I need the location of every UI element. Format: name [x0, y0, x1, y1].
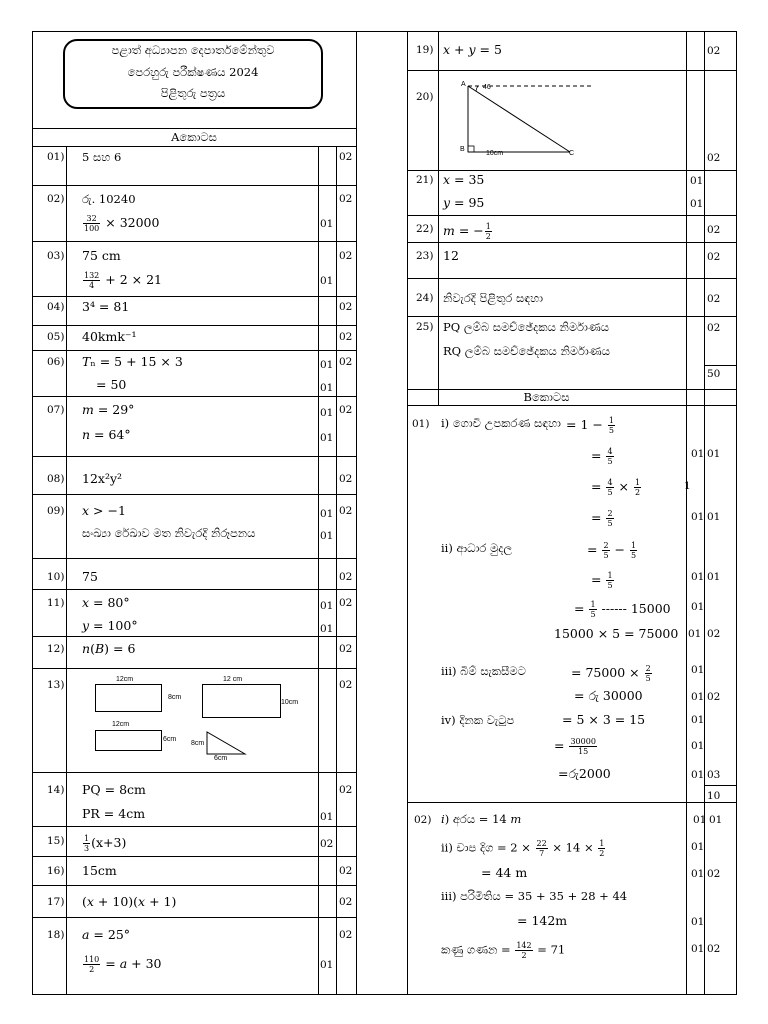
triangle	[205, 730, 247, 756]
header-line-3: පිළිතුරු පත්‍රය	[160, 86, 226, 100]
mark: 01	[707, 511, 721, 523]
question-number: 10)	[47, 571, 65, 583]
answer-text: = රු 30000	[574, 688, 643, 703]
row-line	[704, 785, 736, 786]
question-number: 06)	[47, 356, 65, 368]
mark: 01	[320, 407, 334, 419]
question-number: 15)	[47, 835, 65, 847]
q20-label-b: B	[460, 146, 465, 153]
question-number: 07)	[47, 404, 65, 416]
answer-text: PQ ලම්බ සමච්ඡේදකය නිර්මාණය	[443, 320, 610, 334]
mark: 01	[691, 868, 705, 880]
fraction: $\frac{30000}{15}$	[570, 737, 596, 756]
frame-top	[32, 31, 736, 32]
mark: 01	[690, 198, 704, 210]
mark: 01	[691, 691, 705, 703]
answer-text: $\frac{110}{2}$ = a + 30	[84, 955, 162, 974]
mark: 01	[691, 448, 705, 460]
mark: 02	[339, 301, 353, 313]
section-b-title: Bකොටස	[523, 390, 570, 404]
mark: 02	[339, 865, 353, 877]
mark: 01	[320, 275, 334, 287]
mark: 01	[691, 916, 705, 928]
row-line	[32, 917, 356, 918]
answer-text: m = − $\frac{1}{2}$	[443, 222, 491, 241]
rectangle-1	[95, 684, 162, 712]
answer-text: =රු2000	[558, 766, 611, 781]
question-number: 09)	[47, 505, 65, 517]
question-number: 13)	[47, 679, 65, 691]
answer-text: n(B) = 6	[82, 641, 136, 656]
answer-text: n = 64°	[82, 427, 131, 442]
fraction: $\frac{132}{4}$	[84, 271, 100, 290]
rect3-width-label: 12cm	[112, 721, 130, 728]
answer-text: PQ = 8cm	[82, 782, 146, 797]
fraction: $\frac{142}{2}$	[516, 941, 532, 960]
answer-text: iii) පරිමිතිය = 35 + 35 + 28 + 44	[441, 889, 628, 903]
triangle-height-label: 8cm	[191, 740, 205, 747]
mark: 02	[320, 838, 334, 850]
answer-text: $\frac{32}{100}$ × 32000	[84, 214, 160, 233]
col-divider	[336, 146, 337, 995]
mark: 02	[339, 571, 353, 583]
mark: 02	[339, 643, 353, 655]
fraction: $\frac{4}{5}$	[607, 478, 613, 497]
mark: 01	[320, 508, 334, 520]
mark: 02	[339, 929, 353, 941]
answer-text: = 50	[96, 377, 127, 392]
answer-text: i) අරය = 14 m	[441, 812, 522, 826]
answer-text: x = 80°	[82, 595, 130, 610]
mark: 02	[339, 193, 353, 205]
q20-label-a: A	[461, 81, 466, 88]
col-divider	[66, 146, 67, 995]
row-line	[32, 558, 356, 559]
row-line	[32, 146, 356, 147]
mark: 01	[691, 571, 705, 583]
row-line	[32, 325, 356, 326]
question-number: 01)	[47, 151, 65, 163]
answer-text: a = 25°	[82, 927, 131, 942]
q20-angle-label: 46	[483, 84, 491, 91]
mark: 01	[320, 432, 334, 444]
row-line	[32, 396, 356, 397]
answer-text: y = 95	[443, 195, 485, 210]
answer-text: 75	[82, 569, 98, 584]
row-line	[32, 636, 356, 637]
part-label: iv) දිනක වැටුප	[441, 713, 515, 727]
rect2-width-label: 12 cm	[223, 676, 243, 683]
mark: 02	[707, 322, 721, 334]
mark: 02	[339, 505, 353, 517]
answer-text: (x + 10)(x + 1)	[82, 894, 177, 909]
mark: 02	[339, 404, 353, 416]
mark: 01	[691, 841, 705, 853]
mark: 02	[339, 250, 353, 262]
question-number: 05)	[47, 331, 65, 343]
answer-text: කණු ගණන = $\frac{142}{2}$ = 71	[441, 941, 566, 960]
question-number: 22)	[416, 223, 434, 235]
answer-text: 40kmk⁻¹	[82, 329, 137, 344]
answer-text: නිවැරදි පිළිතුර සඳහා	[443, 291, 543, 305]
row-line	[32, 885, 356, 886]
row-line	[32, 350, 356, 351]
section-a-total: 50	[707, 368, 721, 380]
mark: 03	[707, 769, 721, 781]
triangle-width-label: 6cm	[214, 755, 228, 762]
answer-text: රු. 10240	[82, 192, 136, 206]
rect2-height-label: 10cm	[281, 699, 299, 706]
mark: 02	[339, 473, 353, 485]
question-number: 21)	[416, 174, 434, 186]
answer-text: 12x²y²	[82, 471, 123, 486]
row-line	[407, 316, 736, 317]
answer-text: PR = 4cm	[82, 806, 146, 821]
q20-base-label: 10cm	[486, 150, 504, 157]
mark: 02	[707, 293, 721, 305]
col-divider	[438, 31, 439, 405]
answer-text: = $\frac{2}{5}$	[591, 509, 613, 528]
mark: 01	[691, 511, 705, 523]
answer-text: = 142m	[517, 913, 568, 928]
row-line	[32, 994, 356, 995]
rect1-height-label: 8cm	[168, 694, 182, 701]
frame-left	[32, 31, 33, 995]
answer-text: x + y = 5	[443, 42, 502, 57]
fraction: $\frac{1}{5}$	[607, 571, 613, 590]
col-divider	[407, 31, 408, 995]
mark: 02	[339, 679, 353, 691]
mark: 01	[690, 175, 704, 187]
rect1-width-label: 12cm	[116, 676, 134, 683]
answer-text: 15000 × 5 = 75000	[554, 626, 679, 641]
mark: 02	[339, 597, 353, 609]
answer-text: m = 29°	[82, 402, 135, 417]
answer-text: 12	[443, 248, 459, 263]
mark: 02	[339, 896, 353, 908]
fraction: $\frac{2}{5}$	[607, 509, 613, 528]
question-number: 02)	[47, 193, 65, 205]
row-line	[32, 856, 356, 857]
question-number: 18)	[47, 929, 65, 941]
mark: 01	[691, 740, 705, 752]
fraction: $\frac{1}{5}$	[630, 541, 637, 560]
mark: 01	[691, 769, 705, 781]
mark: 01	[320, 382, 334, 394]
answer-text: Tₙ = 5 + 15 × 3	[82, 354, 183, 369]
mark: 01	[691, 943, 705, 955]
answer-text: 3⁴ = 81	[82, 299, 130, 314]
mark: 02	[707, 251, 721, 263]
mark: 02	[707, 943, 721, 955]
q20-label-c: C	[569, 150, 575, 157]
answer-text: = $\frac{30000}{15}$	[554, 737, 596, 756]
fraction: $\frac{1}{3}$	[84, 834, 90, 853]
row-line	[407, 278, 736, 279]
part-label: ii) ආධාර මුදල	[441, 541, 513, 555]
answer-text: = $\frac{1}{5}$ ------ 15000	[574, 600, 671, 619]
question-number: 19)	[416, 44, 434, 56]
mark: 01	[691, 714, 705, 726]
answer-text: 5 සහ 6	[82, 150, 122, 164]
col-divider	[686, 31, 687, 995]
row-line	[407, 170, 736, 171]
answer-text: = 1 − $\frac{1}{5}$	[566, 416, 614, 435]
row-line	[32, 494, 356, 495]
mark: 01	[320, 530, 334, 542]
fraction: $\frac{110}{2}$	[84, 955, 100, 974]
row-line	[32, 589, 356, 590]
answer-text: 75 cm	[82, 248, 121, 263]
mark: 02	[707, 224, 721, 236]
mark: 02	[707, 628, 721, 640]
mark: 01	[693, 814, 707, 826]
question-number: 24)	[416, 292, 434, 304]
question-number: 11)	[47, 597, 65, 609]
mark: 01	[320, 623, 334, 635]
answer-text: RQ ලම්බ සමච්ඡේදකය නිර්මාණය	[443, 344, 610, 358]
row-line	[32, 826, 356, 827]
fraction: $\frac{2}{5}$	[645, 664, 651, 683]
answer-text: y = 100°	[82, 618, 138, 633]
rect3-height-label: 6cm	[163, 736, 177, 743]
mark: 02	[707, 868, 721, 880]
mark: 02	[339, 784, 353, 796]
question-number: 12)	[47, 643, 65, 655]
answer-text: $\frac{132}{4}$ + 2 × 21	[84, 271, 162, 290]
mark: 02	[707, 45, 721, 57]
row-line	[32, 456, 356, 457]
answer-text: = $\frac{4}{5}$ × $\frac{1}{2}$	[591, 478, 641, 497]
mark: 02	[339, 151, 353, 163]
answer-text: = $\frac{1}{5}$	[591, 571, 613, 590]
col-divider	[356, 31, 357, 995]
row-line	[32, 241, 356, 242]
mark: 01	[320, 600, 334, 612]
frame-right	[736, 31, 737, 995]
mark: 01	[320, 959, 334, 971]
fraction: $\frac{2}{5}$	[603, 541, 609, 560]
answer-text: = $\frac{2}{5}$ − $\frac{1}{5}$	[587, 541, 637, 560]
answer-text: = 75000 × $\frac{2}{5}$	[571, 664, 651, 683]
fraction: $\frac{1}{5}$	[590, 600, 596, 619]
answer-text: = 5 × 3 = 15	[562, 712, 646, 727]
part-label: i) ගොවි උපකරණ සඳහා	[441, 416, 561, 430]
row-line	[32, 296, 356, 297]
fraction: $\frac{1}{2}$	[634, 478, 641, 497]
mark: 01	[688, 628, 702, 640]
row-line	[704, 365, 736, 366]
mark: 01	[707, 448, 721, 460]
mark: 1	[684, 480, 691, 492]
mark: 01	[709, 814, 723, 826]
question-number: 23)	[416, 250, 434, 262]
question-number: 25)	[416, 321, 434, 333]
mark: 01	[320, 359, 334, 371]
answer-text: x > −1	[82, 503, 126, 518]
answer-text: x = 35	[443, 172, 485, 187]
mark: 01	[707, 571, 721, 583]
mark: 01	[320, 218, 334, 230]
mark: 01	[320, 811, 334, 823]
question-number: 02)	[414, 814, 432, 826]
answer-text: = $\frac{4}{5}$	[591, 447, 613, 466]
mark: 02	[707, 691, 721, 703]
answer-text: 15cm	[82, 863, 117, 878]
mark: 02	[339, 356, 353, 368]
header-line-2: පෙරහුරු පරීක්ෂණය 2024	[127, 65, 259, 79]
header-box	[63, 39, 323, 109]
mark: 01	[691, 664, 705, 676]
q20-triangle-diagram	[456, 80, 596, 160]
question-number: 04)	[47, 301, 65, 313]
q1-total: 10	[707, 790, 721, 802]
mark: 01	[691, 601, 705, 613]
answer-text: ii) චාප දිග = 2 × $\frac{22}{7}$ × 14 × $\frac{1}{2}$	[441, 839, 605, 858]
fraction: $\frac{32}{100}$	[84, 214, 100, 233]
row-line	[407, 215, 736, 216]
mark: 02	[707, 152, 721, 164]
fraction: $\frac{1}{2}$	[485, 222, 491, 241]
row-line	[32, 185, 356, 186]
row-line	[32, 128, 356, 129]
fraction: $\frac{1}{5}$	[608, 416, 614, 435]
col-divider	[318, 146, 319, 995]
answer-text: = 44 m	[481, 865, 528, 880]
question-number: 01)	[412, 418, 430, 430]
row-line	[407, 70, 736, 71]
question-number: 08)	[47, 473, 65, 485]
answer-text: $\frac{1}{3}$ (x+3)	[84, 834, 127, 853]
question-number: 20)	[416, 91, 434, 103]
question-number: 03)	[47, 250, 65, 262]
header-line-1: පළාත් අධ්‍යාපන දෙපාර්තමේන්තුව	[111, 43, 275, 57]
question-number: 17)	[47, 896, 65, 908]
question-number: 14)	[47, 784, 65, 796]
row-line	[32, 772, 356, 773]
section-a-title: Aකොටස	[171, 130, 217, 144]
rectangle-2	[202, 684, 281, 718]
row-line	[407, 802, 736, 803]
row-line	[32, 668, 356, 669]
fraction: $\frac{22}{7}$	[536, 839, 547, 858]
mark: 02	[339, 331, 353, 343]
row-line	[407, 405, 736, 406]
rectangle-3	[95, 730, 162, 751]
question-number: 16)	[47, 865, 65, 877]
row-line	[407, 242, 736, 243]
fraction: $\frac{4}{5}$	[607, 447, 613, 466]
part-label: iii) බිම් සැකසීමට	[441, 664, 526, 678]
answer-text: සංඛ්‍යා රේඛාව මත නිවැරදි නිරූපනය	[82, 526, 256, 540]
fraction: $\frac{1}{2}$	[599, 839, 605, 858]
